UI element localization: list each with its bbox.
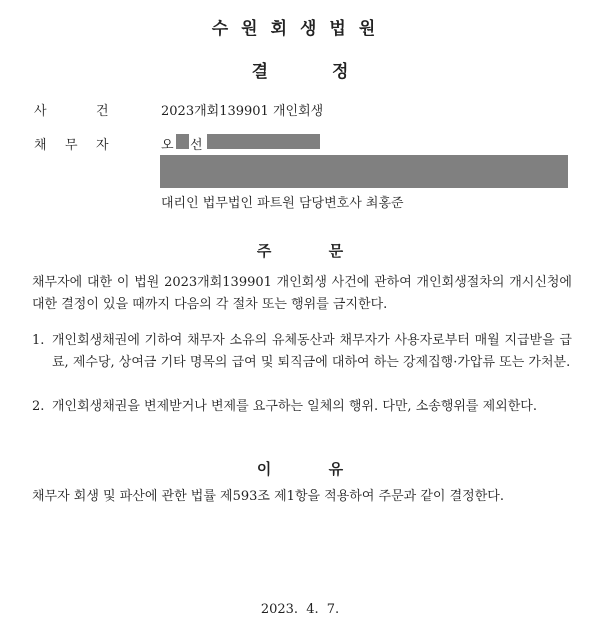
decision-date: 2023. 4. 7. — [260, 602, 340, 617]
case-label-char: 사 — [34, 104, 47, 119]
debtor-label-char: 채 — [34, 138, 47, 153]
debtor-label-char: 자 — [96, 138, 109, 153]
redaction-box — [176, 134, 189, 149]
order-heading: 주 문 — [256, 242, 344, 260]
case-number: 2023개회139901 개인회생 — [161, 104, 324, 119]
representative: 대리인 법무법인 파트원 담당변호사 최홍준 — [161, 196, 404, 211]
debtor-name-prefix: 오 — [161, 138, 174, 153]
order-item-text: 개인회생채권을 변제받거나 변제를 요구하는 일체의 행위. 다만, 소송행위를 제외한다. — [52, 399, 537, 414]
document-type: 결 정 — [251, 62, 349, 82]
case-label-char: 건 — [96, 104, 109, 119]
redaction-box — [207, 134, 320, 149]
order-intro: 채무자에 대한 이 법원 2023개회139901 개인회생 사건에 관하여 개인회생절차의 개시신청에 대한 결정이 있을 때까지 다음의 각 절차 또는 행위를 금지한다. — [32, 275, 572, 312]
reason-text: 채무자 회생 및 파산에 관한 법률 제593조 제1항을 적용하여 주문과 같이 결정한다. — [32, 489, 504, 504]
debtor-label-char: 무 — [65, 138, 78, 153]
redaction-box — [160, 155, 568, 188]
order-item — [32, 396, 572, 418]
reason-heading: 이 유 — [256, 460, 344, 478]
order-item-text: 개인회생채권에 기하여 채무자 소유의 유체동산과 채무자가 사용자로부터 매월 지급받을 급료, 제수당, 상여금 기타 명목의 급여 및 퇴직금에 대하여 하는 강제집행·가압류 또는 가처분. — [52, 333, 572, 370]
order-item — [32, 330, 572, 374]
debtor-name-suffix: 선 — [190, 138, 203, 153]
order-item-number: 1. — [32, 333, 45, 348]
court-name: 수원회생법원 — [211, 19, 389, 39]
order-item-number: 2. — [32, 399, 45, 414]
